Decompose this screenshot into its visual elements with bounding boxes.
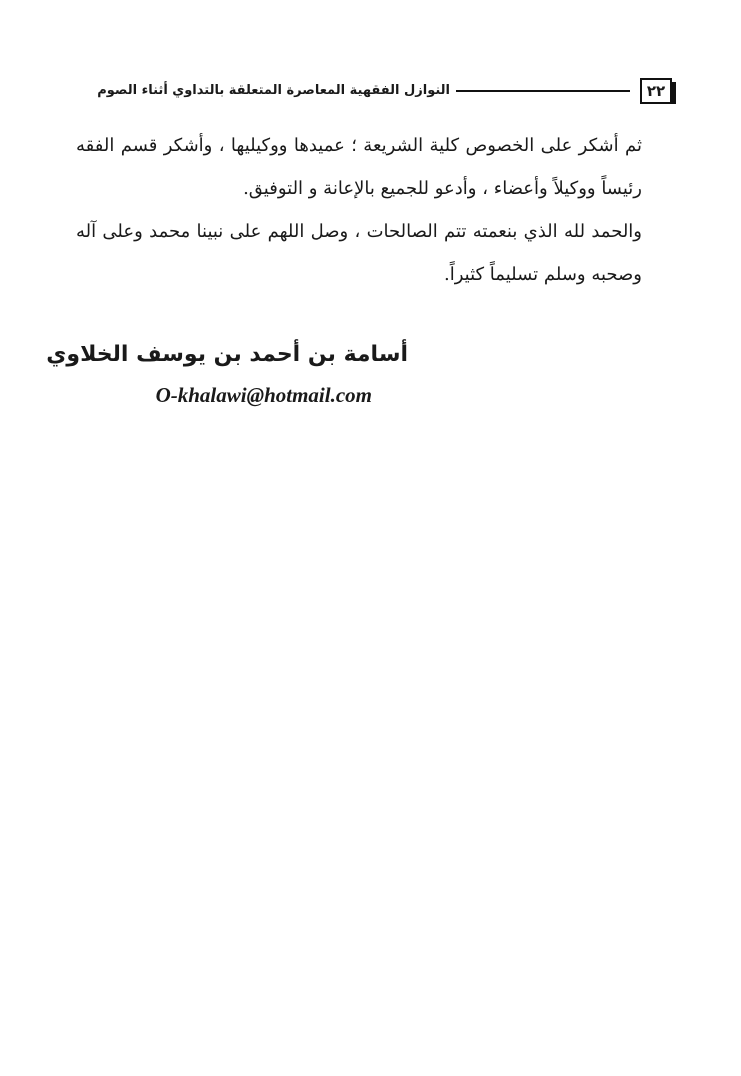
running-title: النوازل الفقهية المعاصرة المتعلقة بالتداوي أثناء الصوم bbox=[97, 83, 450, 98]
closing-prayer-paragraph: والحمد لله الذي بنعمته تتم الصالحات ، وصل اللهم على نبينا محمد وعلى آله وصحبه وسلم تسليماً كثيراً. bbox=[76, 221, 642, 285]
page-number: ٢٢ bbox=[640, 78, 672, 104]
author-email: O-khalawi@hotmail.com bbox=[155, 383, 372, 407]
header-rule bbox=[456, 90, 630, 92]
page-header bbox=[78, 74, 672, 108]
author-signature bbox=[46, 338, 408, 410]
acknowledgement-paragraph: ثم أشكر على الخصوص كلية الشريعة ؛ عميدها ووكيليها ، وأشكر قسم الفقه رئيساً ووكيلاً وأعضاء ، وأدعو للجميع بالإعانة و التوفيق. bbox=[76, 135, 642, 199]
author-name: أسامة بن أحمد بن يوسف الخلاوي bbox=[46, 342, 408, 367]
